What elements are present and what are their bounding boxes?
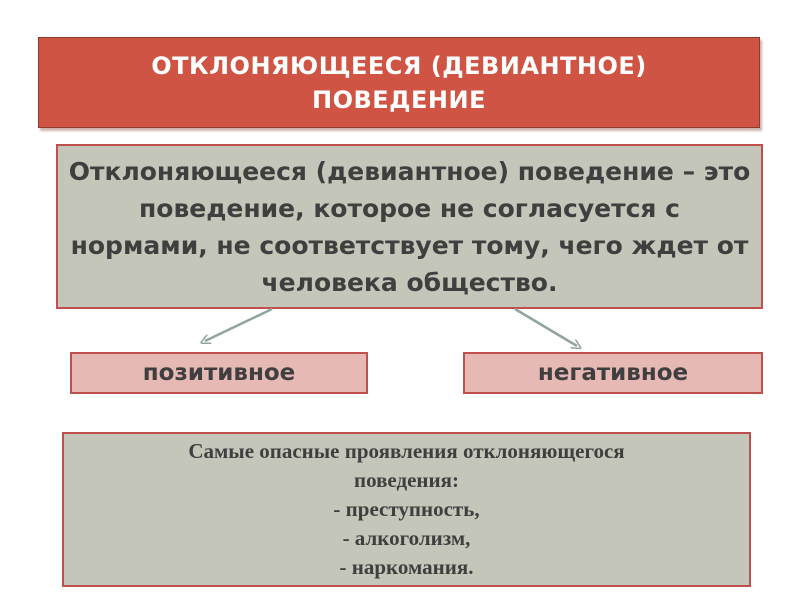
danger-item: - преступность, — [333, 497, 480, 521]
danger-item: - наркомания. — [339, 555, 474, 579]
danger-item: - алкоголизм, — [342, 526, 471, 550]
dangers-box — [62, 432, 751, 587]
negative-label: негативное — [537, 360, 689, 386]
arrow-to-negative — [515, 309, 577, 346]
definition-text: Отклоняющееся (девиантное) поведение – это поведение, которое не согласуется с нормами, не соответствует тому, чего ждет от человека общество. — [68, 156, 751, 297]
dangers-line-2: поведения: — [354, 468, 459, 492]
positive-box — [70, 352, 368, 394]
arrow-to-positive — [205, 309, 272, 341]
negative-box — [463, 352, 763, 394]
dangers-line-1: Самые опасные проявления отклоняющегося — [188, 439, 625, 463]
title-line-2: ПОВЕДЕНИЕ — [311, 85, 486, 114]
title-line-1: ОТКЛОНЯЮЩЕЕСЯ (ДЕВИАНТНОЕ) — [151, 51, 647, 80]
positive-label: позитивное — [142, 360, 296, 386]
